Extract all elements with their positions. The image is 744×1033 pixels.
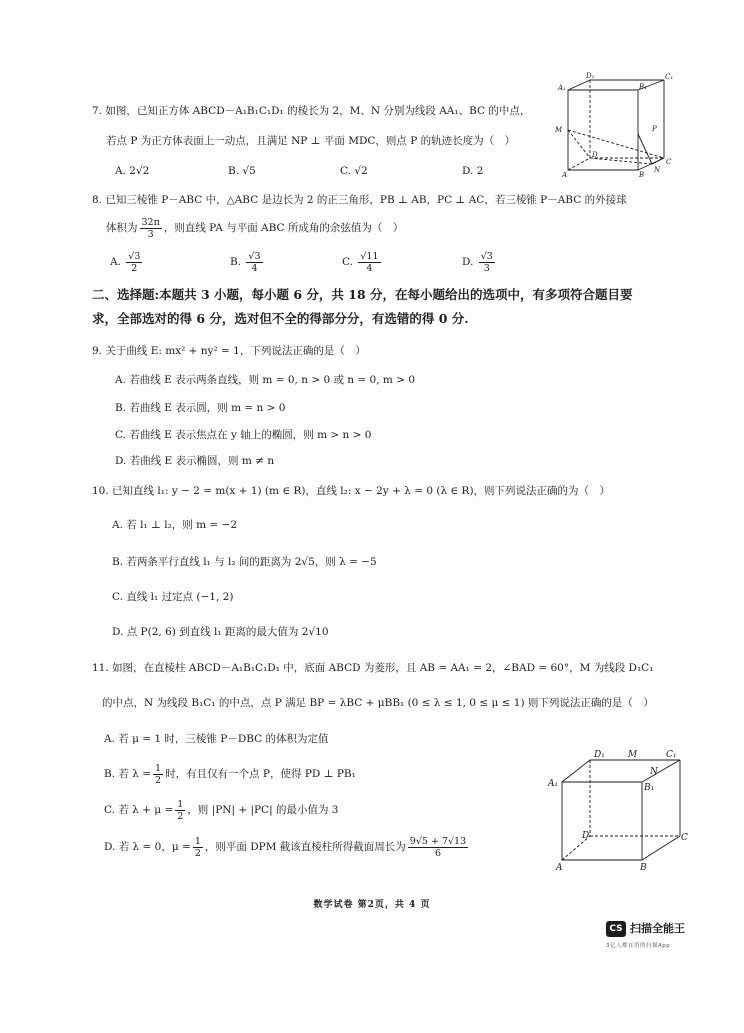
q7-fig-label-b: B xyxy=(639,171,645,179)
q7-stem-line2: 若点 P 为正方体表面上一动点，且满足 NP ⊥ 平面 MDC，则点 P 的轨迹长度为（ ） xyxy=(106,135,516,147)
q7-option-c: C. √2 xyxy=(340,165,368,177)
camscanner-tagline: 3亿人都在用的扫描App xyxy=(606,943,671,949)
q11-option-c-den: 2 xyxy=(177,810,184,822)
q8-option-b-num: √3 xyxy=(248,250,261,262)
q11-option-a: A. 若 μ = 1 时，三棱锥 P－DBC 的体积为定值 xyxy=(104,733,329,745)
q7-option-a: A. 2√2 xyxy=(115,165,150,177)
q11-option-c-prefix: C. 若 λ + μ = xyxy=(104,804,174,816)
q7-fig-label-d: D xyxy=(592,151,598,159)
q11-fig-label-a: A xyxy=(556,863,563,873)
q7-fig-label-a1: A₁ xyxy=(558,84,566,92)
q10-option-c: C. 直线 l₁ 过定点 (−1, 2) xyxy=(112,591,234,603)
q11-option-b-prefix: B. 若 λ = xyxy=(104,768,152,780)
q11-prism-figure xyxy=(546,746,686,872)
q8-volume-prefix: 体积为 xyxy=(106,222,138,234)
q7-fig-label-m: M xyxy=(555,126,563,134)
q11-fig-label-c1: C₁ xyxy=(666,750,677,760)
q9-option-d: D. 若曲线 E 表示椭圆，则 m ≠ n xyxy=(115,455,275,467)
q10-option-b: B. 若两条平行直线 l₁ 与 l₂ 间的距离为 2√5，则 λ = −5 xyxy=(112,556,377,568)
q11-option-d xyxy=(104,834,470,860)
q7-option-b: B. √5 xyxy=(228,165,256,177)
q9-stem: 9. 关于曲线 E: mx² + ny² = 1，下列说法正确的是（ ） xyxy=(92,345,366,357)
q11-fig-label-a1: A₁ xyxy=(548,779,559,789)
q8-option-a-letter: A. xyxy=(110,256,121,268)
q8-option-a-frac xyxy=(126,251,142,274)
q8-option-a-den: 2 xyxy=(131,262,138,274)
q11-option-c-frac xyxy=(175,799,185,822)
q11-option-d-perimeter-den: 6 xyxy=(434,847,441,859)
q8-option-b xyxy=(230,250,265,274)
q7-fig-label-p: P xyxy=(652,125,657,133)
q9-option-a: A. 若曲线 E 表示两条直线，则 m = 0, n > 0 或 n = 0, m > 0 xyxy=(115,374,416,386)
q11-stem-line1: 11. 如图，在直棱柱 ABCD－A₁B₁C₁D₁ 中，底面 ABCD 为菱形，且 AB = AA₁ = 2，∠BAD = 60°，M 为线段 D₁C₁ xyxy=(92,662,654,674)
q8-option-b-den: 4 xyxy=(251,262,258,274)
q11-fig-label-b1: B₁ xyxy=(644,783,655,793)
q10-stem: 10. 已知直线 l₁: y − 2 = m(x + 1) (m ∈ R)，直线 l₂: x − 2y + λ = 0 (λ ∈ R)，则下列说法正确的为（ ） xyxy=(92,485,611,497)
q11-option-b-frac xyxy=(153,763,163,786)
q8-volume-fraction xyxy=(140,217,162,240)
q8-option-b-frac xyxy=(246,251,262,274)
q11-fig-label-n: N xyxy=(650,767,658,777)
q7-option-d: D. 2 xyxy=(462,165,484,177)
q8-option-c-num: √11 xyxy=(360,250,379,262)
q11-stem-line2: 的中点，N 为线段 B₁C₁ 的中点，点 P 满足 BP = λBC + μBB₁ (0 ≤ λ ≤ 1, 0 ≤ μ ≤ 1) 则下列说法正确的是（ ） xyxy=(102,697,654,709)
q8-option-c xyxy=(342,250,383,274)
q8-option-d-letter: D. xyxy=(462,256,474,268)
q7-fig-label-b1: B₁ xyxy=(639,83,647,91)
q11-option-d-frac-perimeter xyxy=(408,836,468,859)
section2-header-line2: 求，全部选对的得 6 分，选对但不全的得部分分，有选错的得 0 分. xyxy=(92,311,469,326)
camscanner-name: 扫描全能王 xyxy=(630,922,685,935)
q11-option-b xyxy=(104,762,356,786)
q7-fig-label-d1: D₁ xyxy=(586,72,595,80)
q8-stem-line2 xyxy=(106,216,403,240)
section2-header-line1: 二、选择题:本题共 3 小题，每小题 6 分，共 18 分，在每小题给出的选项中，有多项符合题目要 xyxy=(92,287,633,302)
q9-option-b: B. 若曲线 E 表示圆，则 m = n > 0 xyxy=(115,402,286,414)
q11-fig-label-d: D xyxy=(582,831,590,841)
q8-option-c-letter: C. xyxy=(342,256,353,268)
q11-option-d-perimeter-num: 9√5 + 7√13 xyxy=(409,835,467,847)
q11-fig-label-c: C xyxy=(681,833,688,843)
q11-option-b-suffix: 时，有且仅有一个点 P，使得 PD ⊥ PB₁ xyxy=(165,768,356,780)
q7-stem-line1: 7. 如图，已知正方体 ABCD－A₁B₁C₁D₁ 的棱长为 2，M、N 分别为线段 AA₁、BC 的中点， xyxy=(92,105,531,117)
q8-option-d-frac xyxy=(479,251,495,274)
q11-option-d-prefix: D. 若 λ = 0，μ = xyxy=(104,841,191,853)
q8-option-d-den: 3 xyxy=(483,262,490,274)
q11-fig-label-d1: D₁ xyxy=(594,750,605,760)
q11-option-b-num: 1 xyxy=(155,762,162,774)
q8-option-d xyxy=(462,250,497,274)
q11-option-d-frac-mu xyxy=(193,836,203,859)
q9-option-c: C. 若曲线 E 表示焦点在 y 轴上的椭圆，则 m > n > 0 xyxy=(115,429,372,441)
q11-option-b-den: 2 xyxy=(155,774,162,786)
q8-stem-line1: 8. 已知三棱锥 P－ABC 中，△ABC 是边长为 2 的正三角形，PB ⊥ AB，PC ⊥ AC，若三棱锥 P－ABC 的外接球 xyxy=(92,194,627,206)
q8-option-c-frac xyxy=(358,251,380,274)
q10-option-a: A. 若 l₁ ⊥ l₂，则 m = −2 xyxy=(112,519,238,531)
q11-fig-label-m: M xyxy=(628,750,638,760)
q7-fig-label-c: C xyxy=(666,158,672,166)
q8-volume-suffix: ，则直线 PA 与平面 ABC 所成角的余弦值为（ ） xyxy=(163,222,404,234)
q11-option-c-num: 1 xyxy=(177,798,184,810)
q8-option-d-num: √3 xyxy=(480,250,493,262)
q7-fig-label-n: N xyxy=(654,166,661,174)
q11-option-d-mu-num: 1 xyxy=(194,835,201,847)
page-footer: 数学试卷 第2页，共 4 页 xyxy=(313,900,431,910)
q10-option-d: D. 点 P(2, 6) 到直线 l₁ 距离的最大值为 2√10 xyxy=(112,626,329,638)
camscanner-logo-icon: CS xyxy=(606,921,626,937)
q11-option-d-mu-den: 2 xyxy=(194,847,201,859)
q11-option-c-suffix: ，则 |PN| + |PC| 的最小值为 3 xyxy=(187,804,339,816)
q7-fig-label-c1: C₁ xyxy=(665,73,674,81)
q8-option-a-num: √3 xyxy=(128,250,141,262)
q8-option-c-den: 4 xyxy=(366,262,373,274)
q8-volume-den: 3 xyxy=(147,228,154,240)
q11-fig-label-b: B xyxy=(640,863,647,873)
q8-option-a xyxy=(110,250,144,274)
q7-cube-figure xyxy=(552,74,682,178)
q8-volume-num: 32π xyxy=(141,216,160,228)
q7-fig-label-a: A xyxy=(562,171,568,179)
q11-option-c xyxy=(104,798,338,822)
q11-option-d-middle: ，则平面 DPM 截该直棱柱所得截面周长为 xyxy=(204,841,406,853)
q8-option-b-letter: B. xyxy=(230,256,242,268)
